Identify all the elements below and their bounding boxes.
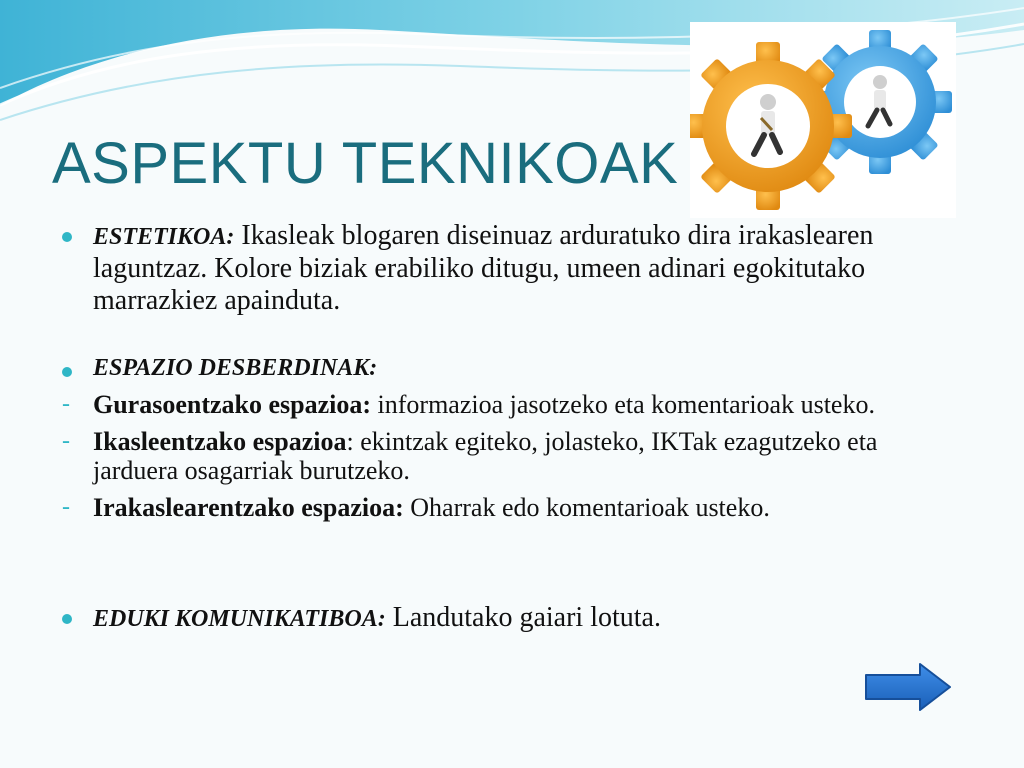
bullet-dot-icon (62, 232, 72, 242)
bullet-espazio-desberdinak (62, 355, 942, 382)
bullet-eduki-komunikatiboa (62, 602, 942, 635)
subitem-label: Gurasoentzako espazioa: (93, 390, 372, 419)
subitem-gurasoentzako (62, 390, 942, 419)
bullet-text: Ikasleak blogaren diseinuaz arduratuko dira irakaslearen laguntzaz. Kolore biziak erabiliko ditugu, umeen adinari egokitutako marrazkiez apainduta. (93, 220, 874, 316)
slide-title: ASPEKTU TEKNIKOAK (52, 131, 679, 196)
bullet-list (62, 220, 942, 635)
bullet-label: ESTETIKOA: (93, 224, 235, 250)
dash-marker: - (62, 494, 70, 520)
subitem-ikasleentzako (62, 427, 942, 485)
gears-icon (690, 22, 956, 218)
subitem-text: Oharrak edo komentarioak usteko. (403, 493, 770, 522)
subitem-text: informazioa jasotzeko eta komentarioak usteko. (371, 390, 875, 419)
bullet-label: ESPAZIO DESBERDINAK: (93, 355, 378, 381)
bullet-label: EDUKI KOMUNIKATIBOA: (93, 606, 386, 632)
bullet-dot-icon (62, 367, 72, 377)
subitem-irakaslearentzako (62, 493, 942, 522)
bullet-dot-icon (62, 614, 72, 624)
subitem-label: Ikasleentzako espazioa (93, 427, 347, 456)
next-arrow-icon[interactable] (864, 662, 952, 712)
bullet-estetikoa (62, 220, 942, 317)
dash-marker: - (62, 428, 70, 454)
dash-marker: - (62, 391, 70, 417)
subitem-text: : ekintzak egiteko, jolasteko, IKTak ezagutzeko eta jarduera osagarriak burutzeko. (93, 427, 878, 485)
subitem-label: Irakaslearentzako espazioa: (93, 493, 404, 522)
bullet-text: Landutako gaiari lotuta. (385, 602, 661, 633)
gears-people-illustration (690, 22, 956, 218)
